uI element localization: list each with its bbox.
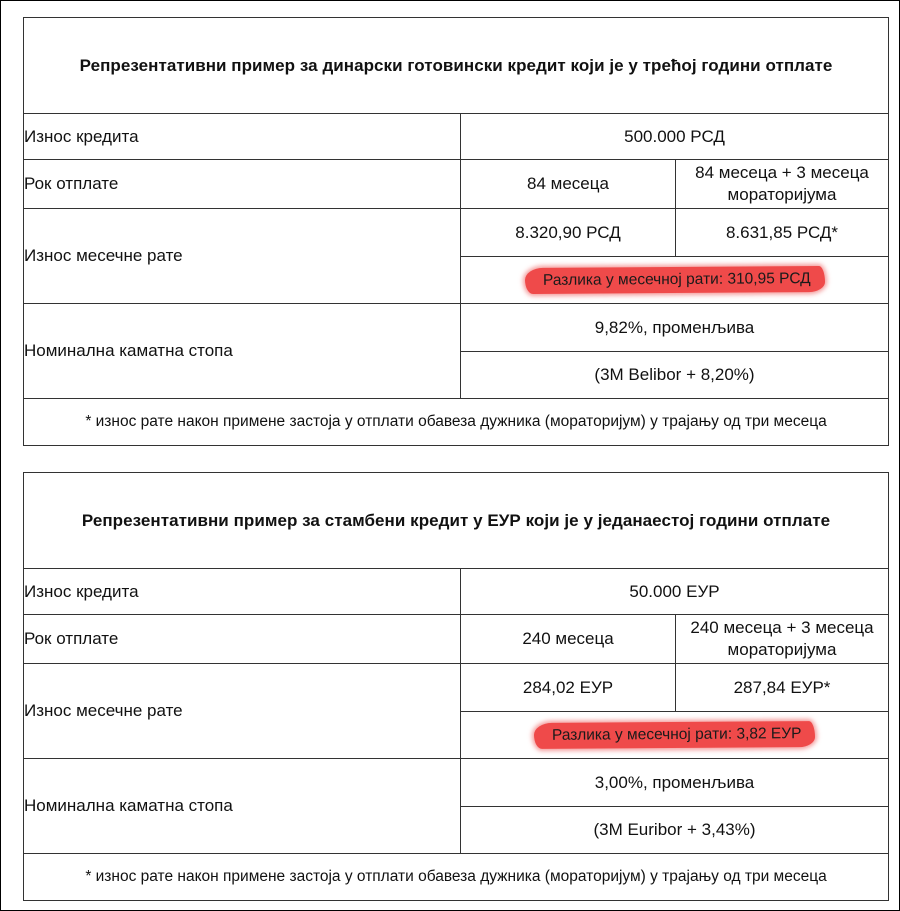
term-label: Рок отплате — [24, 615, 461, 664]
footnote: * износ рате након примене застоја у отплати обавеза дужника (мораторијум) у трајању од три месеца — [24, 854, 889, 901]
interest-rate-formula: (3M Euribor + 3,43%) — [461, 807, 889, 854]
loan-example-table-cash — [23, 17, 889, 446]
loan-example-table-housing — [23, 472, 889, 901]
loan-amount-value: 500.000 РСД — [461, 114, 889, 160]
interest-rate-value: 3,00%, променљива — [461, 759, 889, 807]
installment-moratorium-value: 8.631,85 РСД* — [676, 209, 889, 257]
term-moratorium-value: 84 месеца + 3 месеца мораторијума — [676, 160, 889, 209]
loan-amount-label: Износ кредита — [24, 114, 461, 160]
interest-rate-value: 9,82%, променљива — [461, 304, 889, 352]
installment-label: Износ месечне рате — [24, 664, 461, 759]
term-moratorium-value: 240 месеца + 3 месеца мораторијума — [676, 615, 889, 664]
installment-value: 8.320,90 РСД — [461, 209, 676, 257]
installment-difference-highlight: Разлика у месечној рати: 310,95 РСД — [525, 266, 825, 294]
installment-difference-cell — [461, 712, 889, 759]
loan-amount-value: 50.000 ЕУР — [461, 569, 889, 615]
loan-amount-label: Износ кредита — [24, 569, 461, 615]
installment-difference-cell — [461, 257, 889, 304]
term-label: Рок отплате — [24, 160, 461, 209]
installment-difference-highlight: Разлика у месечној рати: 3,82 ЕУР — [534, 721, 816, 749]
table-title: Репрезентативни пример за стамбени кредит у ЕУР који је у једанаестој години отплате — [24, 473, 889, 569]
installment-moratorium-value: 287,84 ЕУР* — [676, 664, 889, 712]
footnote: * износ рате након примене застоја у отплати обавеза дужника (мораторијум) у трајању од три месеца — [24, 399, 889, 446]
table-title: Репрезентативни пример за динарски готовински кредит који је у трећој години отплате — [24, 18, 889, 114]
installment-value: 284,02 ЕУР — [461, 664, 676, 712]
installment-label: Износ месечне рате — [24, 209, 461, 304]
term-value: 84 месеца — [461, 160, 676, 209]
term-value: 240 месеца — [461, 615, 676, 664]
interest-rate-label: Номинална каматна стопа — [24, 304, 461, 399]
interest-rate-label: Номинална каматна стопа — [24, 759, 461, 854]
interest-rate-formula: (3M Belibor + 8,20%) — [461, 352, 889, 399]
